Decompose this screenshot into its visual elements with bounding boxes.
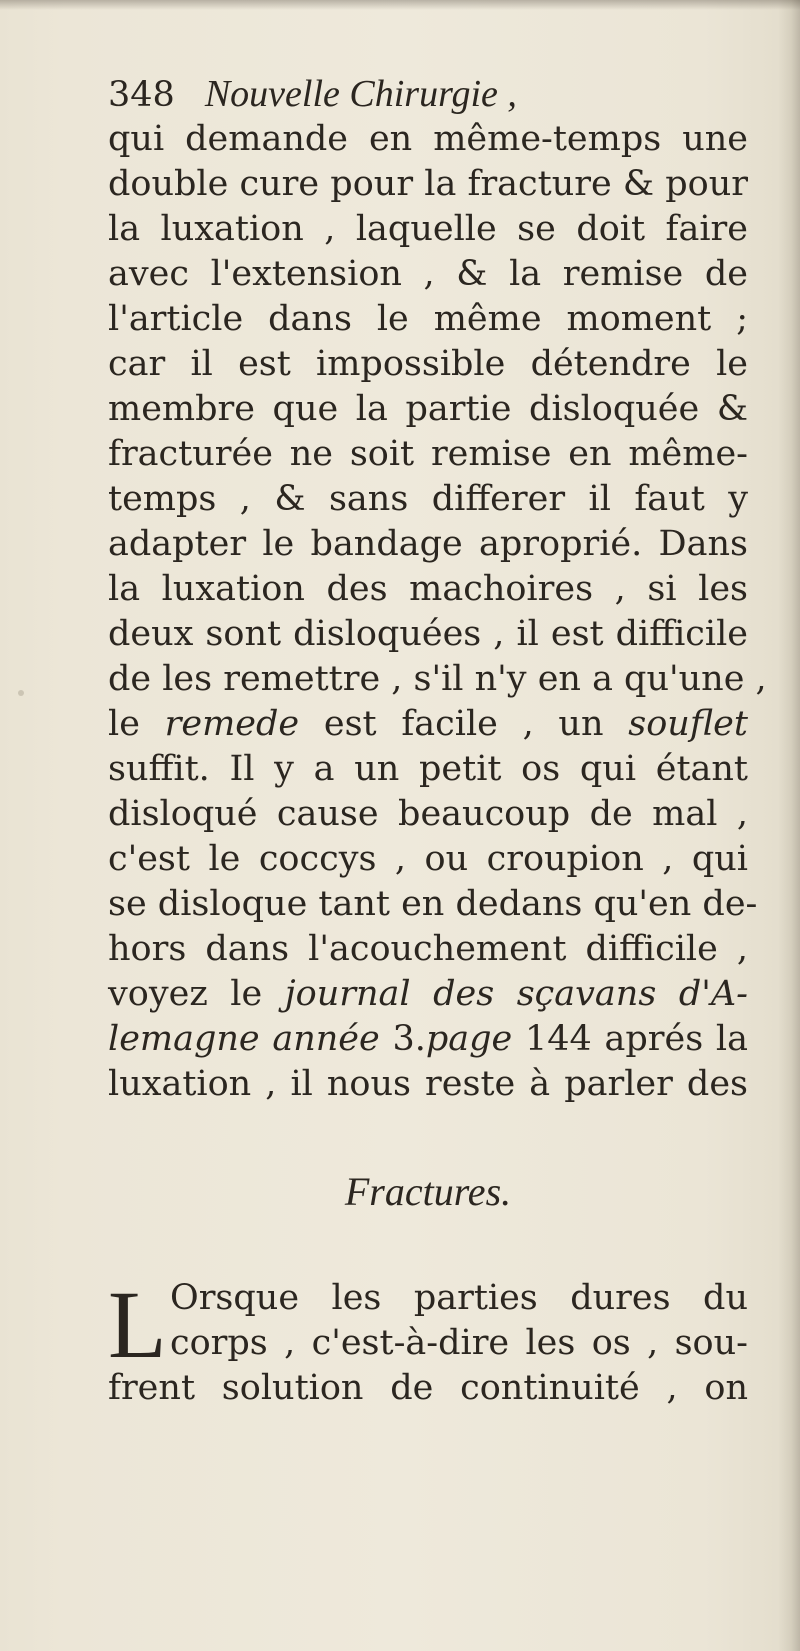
text-line-mixed [108, 702, 748, 747]
text-line-mixed [108, 1017, 748, 1062]
italic-run: page [425, 1019, 513, 1059]
text-block [108, 72, 767, 1411]
italic-run: souflet [628, 704, 748, 744]
page-number: 348 [108, 75, 175, 115]
paper-speck [18, 690, 24, 696]
italic-run: remede [164, 704, 300, 744]
text-line: qui demande en même-temps une [108, 119, 748, 159]
drop-cap: L [108, 1271, 167, 1378]
text-line: deux sont disloquées , il est difficile [108, 614, 748, 654]
text-line: hors dans l'acouchement difficile , [108, 929, 748, 969]
text-line: disloqué cause beaucoup de mal , [108, 794, 748, 834]
text-line: membre que la partie disloquée & [108, 389, 748, 429]
running-title: Nouvelle Chirurgie , [204, 73, 517, 115]
section-heading: Fractures. [344, 1169, 512, 1214]
text-line: double cure pour la fracture & pour [108, 164, 748, 204]
text-line: l'article dans le même moment ; [108, 299, 748, 339]
text-line: la luxation , laquelle se doit faire [108, 209, 748, 249]
text-run: 144 aprés la [525, 1019, 748, 1059]
text-line: frent solution de continuité , on [108, 1368, 748, 1408]
page-edge-shadow [778, 0, 800, 1651]
page-header [108, 72, 748, 117]
italic-run: journal des sçavans d'A- [284, 974, 748, 1014]
text-line: c'est le coccys , ou croupion , qui [108, 839, 748, 879]
text-line: temps , & sans differer il faut y [108, 479, 748, 519]
text-run: voyez le [108, 974, 263, 1014]
text-run: est facile , un [323, 704, 604, 744]
italic-run: lemagne année [108, 1019, 380, 1059]
text-line: adapter le bandage aproprié. Dans [108, 524, 748, 564]
text-line: la luxation des machoires , si les [108, 569, 748, 609]
text-line: se disloque tant en dedans qu'en de- [108, 884, 758, 924]
text-line: fracturée ne soit remise en même- [108, 434, 748, 474]
text-line: de les remettre , s'il n'y en a qu'une , [108, 659, 767, 699]
text-line: avec l'extension , & la remise de [108, 254, 748, 294]
text-line: corps , c'est-à-dire les os , sou- [170, 1323, 748, 1363]
text-line-mixed [108, 972, 748, 1017]
text-line: car il est impossible détendre le [108, 344, 748, 384]
text-line: Orsque les parties dures du [170, 1278, 748, 1318]
paragraph-with-dropcap [108, 1271, 748, 1411]
text-line: suffit. Il y a un petit os qui étant [108, 749, 748, 789]
text-run: 3. [392, 1019, 426, 1059]
text-run: le [108, 704, 140, 744]
top-shadow [0, 0, 800, 10]
text-line: luxation , il nous reste à parler des [108, 1064, 748, 1104]
